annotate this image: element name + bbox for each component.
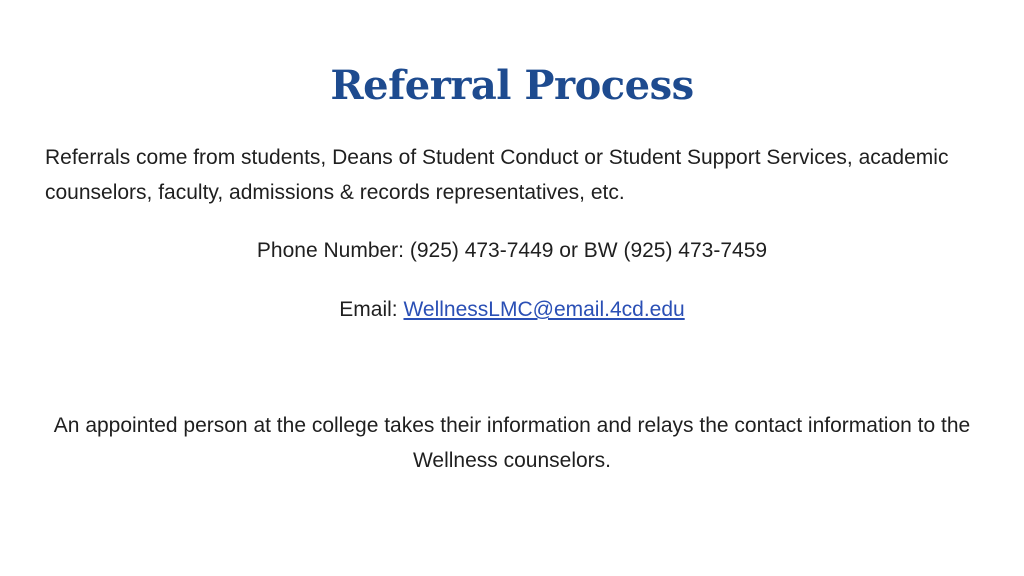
process-description-text: An appointed person at the college takes their information and relays the contact information to the Wellness counselors.: [53, 414, 971, 472]
referral-sources-text: Referrals come from students, Deans of Student Conduct or Student Support Services, academic counselors, faculty, admissions & records representatives, etc.: [45, 146, 949, 204]
phone-number-text: Phone Number: (925) 473-7449 or BW (925) 473-7459: [256, 239, 768, 262]
page-title: Referral Process: [330, 62, 694, 109]
email-label: Email:: [339, 298, 404, 321]
email-line: [0, 292, 1024, 327]
email-link[interactable]: WellnessLMC@email.4cd.edu: [403, 298, 685, 321]
